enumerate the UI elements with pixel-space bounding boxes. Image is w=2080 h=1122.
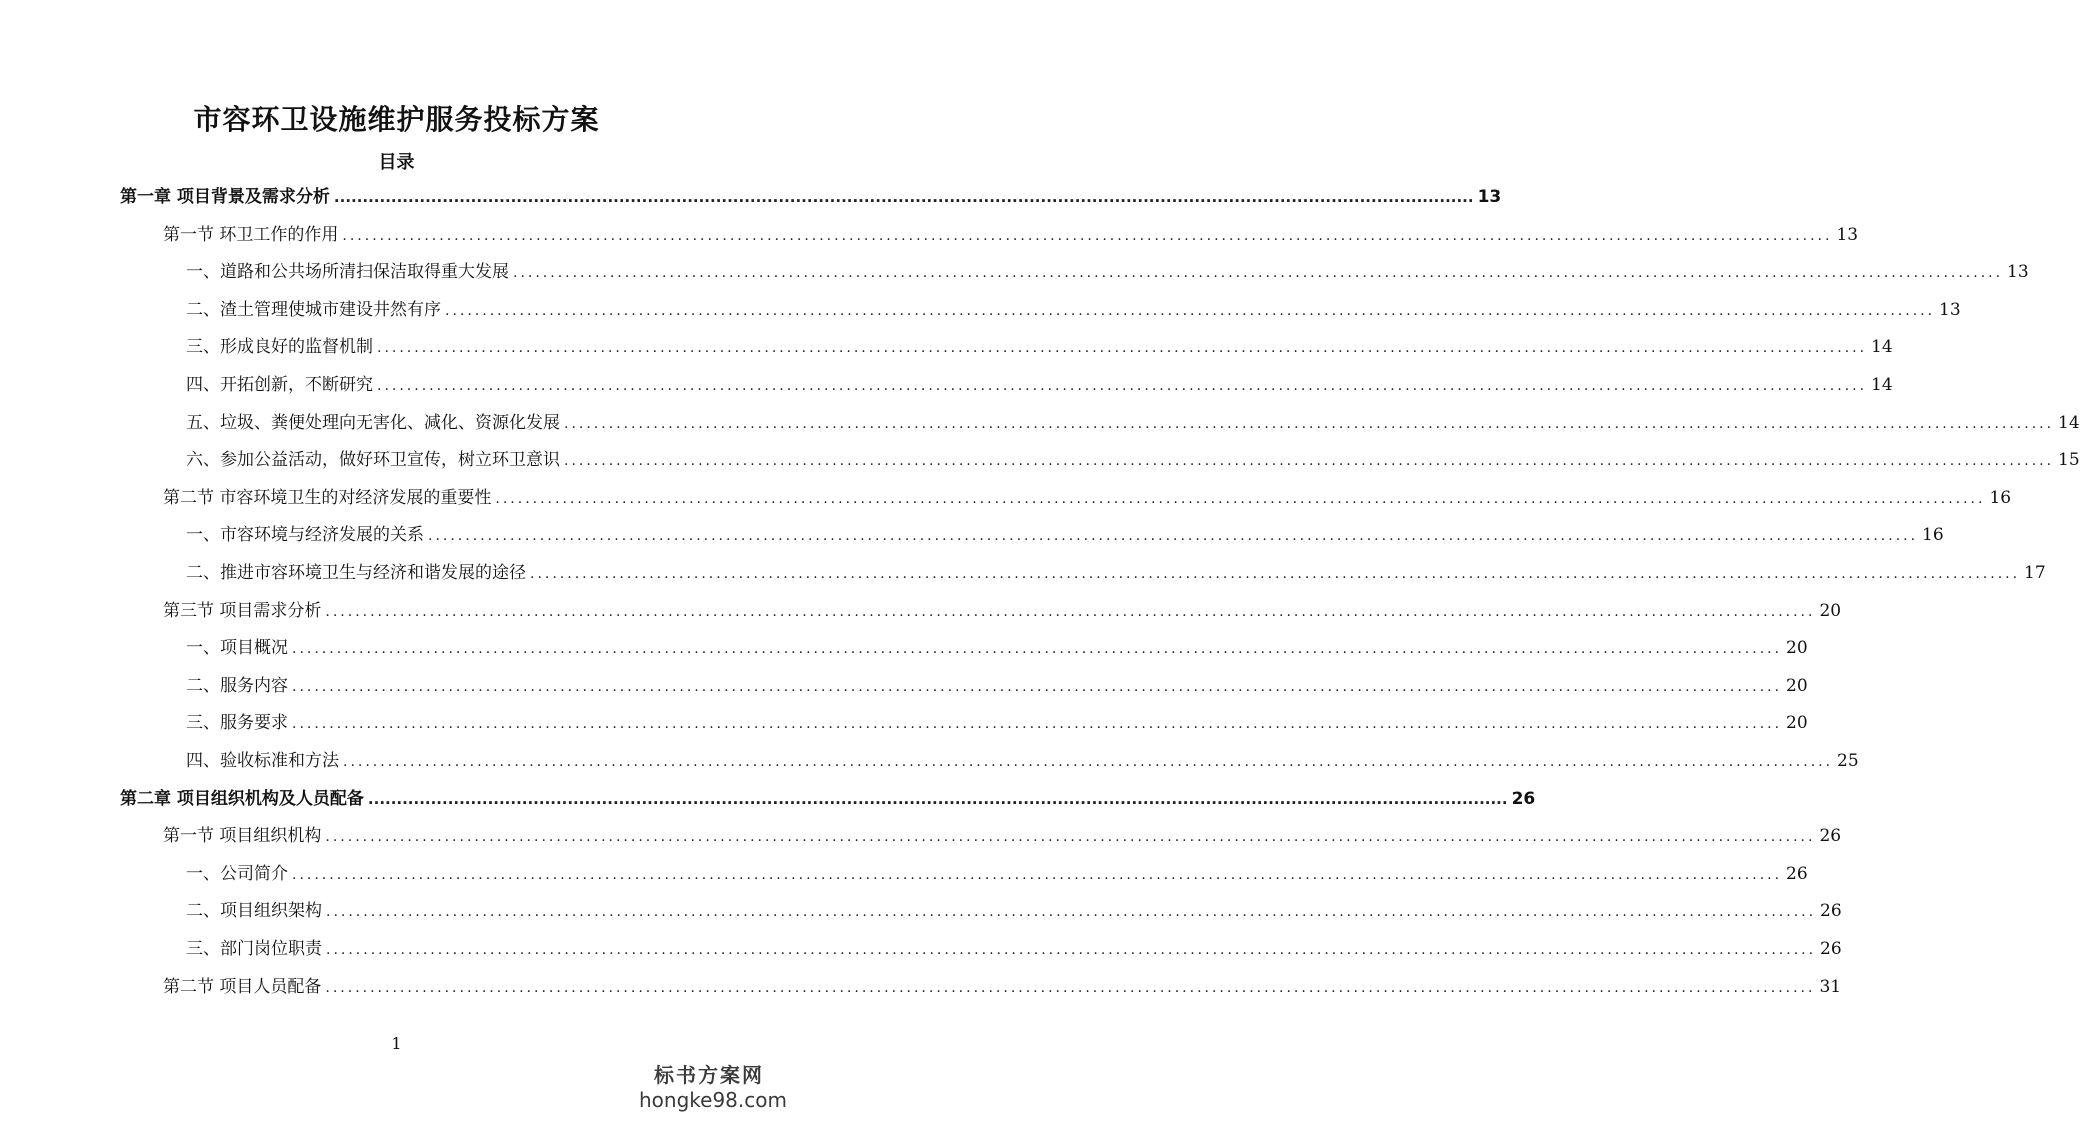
toc-leader-dots: ........................................................................................................................................................................................................: [342, 227, 1833, 244]
toc-entry-level3[interactable]: [186, 370, 1893, 400]
toc-entry-level3[interactable]: [186, 332, 1893, 362]
toc-entry-label: 一、市容环境与经济发展的关系: [186, 525, 424, 546]
toc-entry-label: 一、项目概况: [186, 638, 288, 659]
toc-entry-label: 二、服务内容: [186, 675, 288, 696]
toc-entry-label: 三、服务要求: [186, 713, 288, 734]
toc-entry-page: 16: [1989, 487, 2012, 508]
toc-leader-dots: ........................................................................................................................................................................................................: [564, 453, 2055, 470]
toc-entry-level3[interactable]: [186, 558, 2046, 588]
toc-entry-label: 六、参加公益活动，做好环卫宣传，树立环卫意识: [186, 450, 560, 471]
toc-entry-label: 第三节 项目需求分析: [163, 600, 322, 621]
toc-entry-level3[interactable]: [186, 520, 1944, 550]
toc-entry-page: 25: [1837, 751, 1859, 771]
watermark: [639, 1059, 787, 1112]
toc-entry-page: 20: [1819, 600, 1842, 621]
toc-entry-page: 20: [1786, 713, 1808, 734]
toc-leader-dots: ........................................................................................................................................................................................................: [333, 188, 1474, 206]
toc-entry-page: 26: [1820, 901, 1842, 922]
toc-leader-dots: ........................................................................................................................................................................................................: [377, 378, 1868, 394]
toc-leader-dots: ........................................................................................................................................................................................................: [564, 415, 2055, 432]
toc-heading: 目录: [378, 152, 415, 173]
toc-entry-page: 14: [1871, 375, 1893, 395]
watermark-line1: 标书方案网: [654, 1063, 764, 1087]
toc-leader-dots: ........................................................................................................................................................................................................: [325, 829, 1816, 846]
toc-entry-level3[interactable]: [186, 934, 1842, 964]
toc-entry-label: 三、形成良好的监督机制: [186, 337, 373, 358]
toc-entry-label: 一、道路和公共场所清扫保洁取得重大发展: [186, 262, 509, 283]
toc-entry-level2[interactable]: [163, 972, 1842, 1002]
toc-leader-dots: ........................................................................................................................................................................................................: [495, 490, 1986, 507]
toc-entry-page: 31: [1819, 976, 1842, 997]
toc-entry-level2[interactable]: [163, 596, 1842, 626]
toc-entry-level3[interactable]: [186, 445, 2080, 475]
toc-entry-page: 15: [2058, 450, 2080, 471]
watermark-line2: hongke98.com: [639, 1088, 787, 1112]
toc-entry-label: 二、项目组织架构: [186, 901, 322, 922]
page-number: 1: [391, 1034, 402, 1053]
toc-entry-page: 20: [1786, 638, 1808, 659]
toc-leader-dots: ........................................................................................................................................................................................................: [292, 641, 1783, 658]
toc-entry-page: 14: [2058, 412, 2080, 433]
toc-entry-level3[interactable]: [186, 295, 1961, 325]
toc-entry-page: 26: [1786, 863, 1808, 884]
toc-entry-label: 二、渣土管理使城市建设井然有序: [186, 299, 441, 320]
toc-leader-dots: ........................................................................................................................................................................................................: [325, 603, 1816, 620]
toc-entry-page: 16: [1922, 525, 1944, 546]
toc-leader-dots: ........................................................................................................................................................................................................: [445, 302, 1936, 319]
toc-leader-dots: ........................................................................................................................................................................................................: [292, 716, 1783, 733]
toc-entry-page: 13: [1939, 299, 1961, 320]
toc-entry-label: 一、公司简介: [186, 863, 288, 884]
toc-entry-level2[interactable]: [163, 821, 1842, 851]
toc-entry-level2[interactable]: [163, 220, 1859, 250]
toc-leader-dots: ........................................................................................................................................................................................................: [367, 789, 1508, 808]
toc-entry-page: 20: [1786, 675, 1808, 696]
toc-entry-page: 13: [2007, 262, 2029, 283]
toc-entry-label: 三、部门岗位职责: [186, 939, 322, 959]
toc-leader-dots: ........................................................................................................................................................................................................: [513, 265, 2004, 282]
toc-entry-level3[interactable]: [186, 746, 1859, 776]
toc-entry-level3[interactable]: [186, 633, 1808, 663]
toc-leader-dots: ........................................................................................................................................................................................................: [377, 340, 1868, 357]
toc-entry-level3[interactable]: [186, 859, 1808, 889]
toc-entry-label: 第一节 项目组织机构: [163, 826, 322, 847]
toc-entry-label: 四、开拓创新，不断研究: [186, 375, 373, 395]
toc-entry-label: 第二节 市容环境卫生的对经济发展的重要性: [163, 487, 492, 508]
toc-leader-dots: ........................................................................................................................................................................................................: [325, 979, 1816, 996]
toc-entry-level3[interactable]: [186, 896, 1842, 926]
toc-entry-label: 第一章 项目背景及需求分析: [120, 187, 330, 207]
toc-entry-label: 五、垃圾、粪便处理向无害化、减化、资源化发展: [186, 412, 560, 433]
toc-leader-dots: ........................................................................................................................................................................................................: [326, 942, 1817, 958]
toc-entry-page: 13: [1836, 224, 1859, 245]
toc-entry-page: 13: [1477, 187, 1502, 207]
toc-leader-dots: ........................................................................................................................................................................................................: [292, 678, 1783, 695]
document-title: 市容环卫设施维护服务投标方案: [193, 103, 600, 136]
toc-entry-page: 26: [1820, 939, 1842, 959]
toc-entry-page: 17: [2024, 563, 2046, 583]
toc-entry-level3[interactable]: [186, 408, 2080, 438]
toc-entry-page: 26: [1819, 826, 1842, 847]
toc-leader-dots: ........................................................................................................................................................................................................: [530, 566, 2021, 582]
toc-entry-label: 四、验收标准和方法: [186, 751, 339, 771]
toc-entry-level2[interactable]: [163, 483, 2012, 513]
toc-entry-label: 第二节 项目人员配备: [163, 976, 322, 997]
toc-entry-level3[interactable]: [186, 257, 2029, 287]
toc-entry-label: 二、推进市容环境卫生与经济和谐发展的途径: [186, 563, 526, 583]
toc-entry-label: 第一节 环卫工作的作用: [163, 224, 339, 245]
toc-entry-level3[interactable]: [186, 708, 1808, 738]
toc-entry-label: 第二章 项目组织机构及人员配备: [120, 788, 364, 809]
toc-leader-dots: ........................................................................................................................................................................................................: [292, 866, 1783, 883]
toc-leader-dots: ........................................................................................................................................................................................................: [326, 904, 1817, 921]
toc-entry-level1[interactable]: [120, 182, 1502, 212]
toc-entry-page: 14: [1871, 337, 1893, 358]
toc-leader-dots: ........................................................................................................................................................................................................: [343, 754, 1834, 770]
toc-entry-level1[interactable]: [120, 784, 1536, 814]
toc-leader-dots: ........................................................................................................................................................................................................: [428, 528, 1919, 545]
toc-entry-page: 26: [1511, 788, 1536, 809]
toc-entry-level3[interactable]: [186, 671, 1808, 701]
